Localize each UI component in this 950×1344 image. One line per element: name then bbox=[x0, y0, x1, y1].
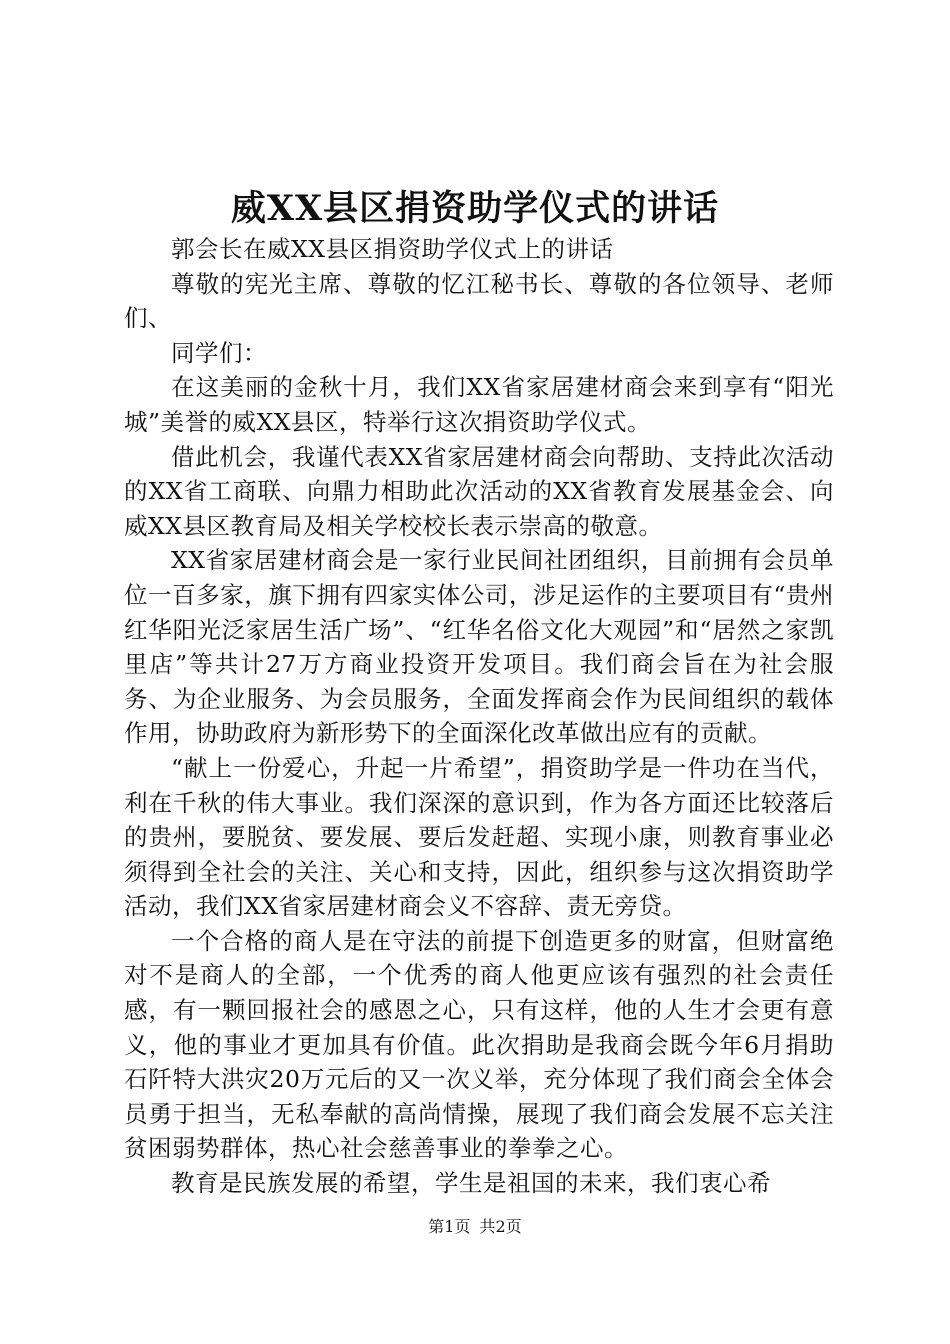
page-number: 第1页 bbox=[428, 1217, 471, 1236]
paragraph-social-responsibility: 一个合格的商人是在守法的前提下创造更多的财富，但财富绝对不是商人的全部，一个优秀的商人他更应该有强烈的社会责任感，有一颗回报社会的感恩之心，只有这样，他的人生才会更有意义，他的事业才更加具有价值。此次捐助是我商会既今年6月捐助石阡特大洪灾20万元后的又一次义举，充分体现了我们商会全体会员勇于担当，无私奉献的高尚情操，展现了我们商会发展不忘关注贫困弱势群体，热心社会慈善事业的拳拳之心。 bbox=[124, 926, 834, 1163]
document-title: 威XX县区捐资助学仪式的讲话 bbox=[230, 188, 720, 229]
page-footer bbox=[0, 1216, 950, 1238]
salutation-continued: 同学们： bbox=[171, 338, 267, 367]
document-body bbox=[124, 232, 834, 1201]
page-total: 共2页 bbox=[479, 1217, 522, 1236]
paragraph-gratitude: 借此机会，我谨代表XX省家居建材商会向帮助、支持此次活动的XX省工商联、向鼎力相助此次活动的XX省教育发展基金会、向威XX县区教育局及相关学校校长表示崇高的敬意。 bbox=[124, 442, 834, 540]
paragraph-chamber-introduction: XX省家居建材商会是一家行业民间社团组织，目前拥有会员单位一百多家，旗下拥有四家实体公司，涉足运作的主要项目有“贵州红华阳光泛家居生活广场”、“红华名俗文化大观园”和“居然之家凯里店”等共计27万方商业投资开发项目。我们商会旨在为社会服务、为企业服务、为会员服务，全面发挥商会作为民间组织的载体作用，协助政府为新形势下的全面深化改革做出应有的贡献。 bbox=[124, 546, 834, 748]
speech-heading: 郭会长在威XX县区捐资助学仪式上的讲话 bbox=[171, 235, 614, 263]
paragraph-opening: 在这美丽的金秋十月，我们XX省家居建材商会来到享有“阳光城”美誉的威XX县区，特举行这次捐资助学仪式。 bbox=[124, 373, 834, 436]
paragraph-closing-partial: 教育是民族发展的希望，学生是祖国的未来，我们衷心希 bbox=[171, 1169, 771, 1198]
paragraph-education-mission: “献上一份爱心，升起一片希望”，捐资助学是一件功在当代，利在千秋的伟大事业。我们深深的意识到，作为各方面还比较落后的贵州，要脱贫、要发展、要后发赶超、实现小康，则教育事业必须得到全社会的关注、关心和支持，因此，组织参与这次捐资助学活动，我们XX省家居建材商会义不容辞、责无旁贷。 bbox=[124, 753, 834, 921]
salutation: 尊敬的宪光主席、尊敬的忆江秘书长、尊敬的各位领导、老师们、 bbox=[124, 269, 834, 333]
